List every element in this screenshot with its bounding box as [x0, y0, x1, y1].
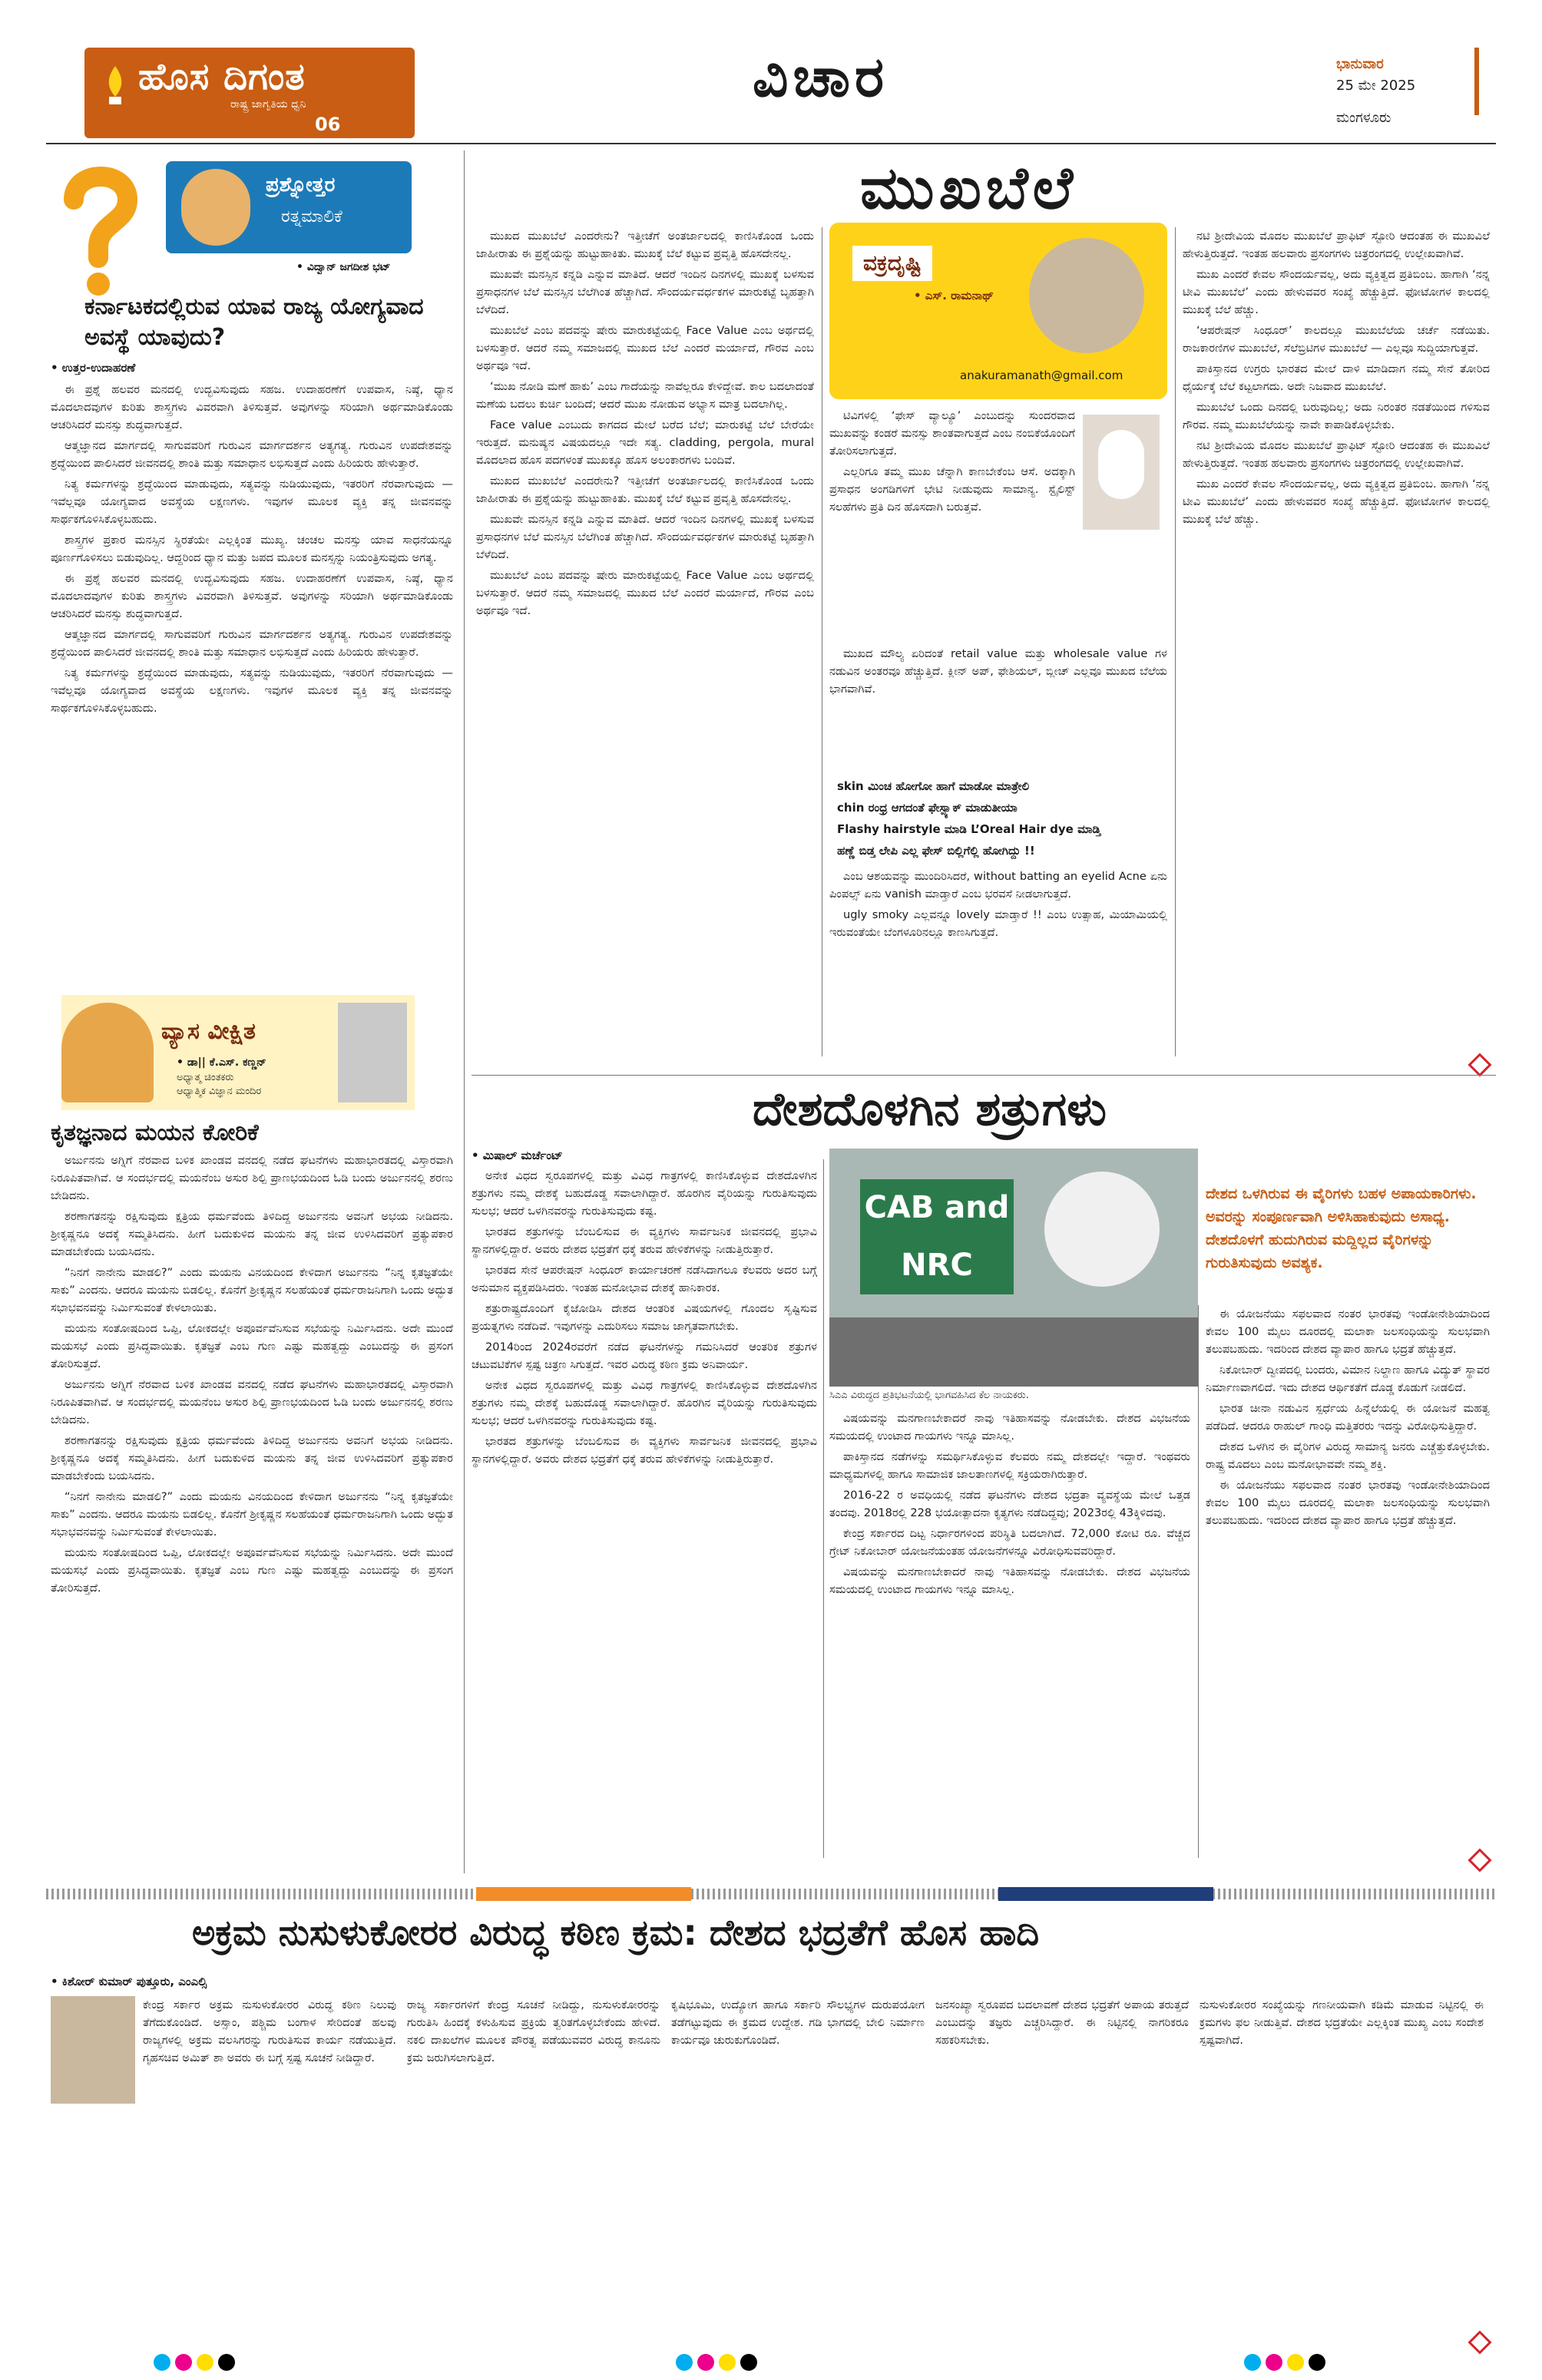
photo-caption: ಸಿಎಎ ವಿರುದ್ಧದ ಪ್ರತಿಭಟನೆಯಲ್ಲಿ ಭಾಗವಹಿಸಿದ ಕೆಲ ನಾಯಕರು. — [829, 1390, 1029, 1401]
enemies-paragraph: ಪಾಕಿಸ್ತಾನದ ನಡೆಗಳನ್ನು ಸಮರ್ಥಿಸಿಕೊಳ್ಳುವ ಕೆಲವರು ನಮ್ಮ ದೇಶದಲ್ಲೇ ಇದ್ದಾರೆ. ಇಂಥವರು ಮಾಧ್ಯಮಗಳಲ್ಲಿ ಹಾಗೂ ಸಾಮಾಜಿಕ ಜಾಲತಾಣಗಳಲ್ಲಿ ಸಕ್ರಿಯರಾಗಿರುತ್ತಾರೆ. — [829, 1450, 1190, 1481]
enemies-paragraph: ಭಾರತದ ಸೇನೆ ಆಪರೇಷನ್ ಸಿಂಧೂರ್ ಕಾರ್ಯಾಚರಣೆ ನಡೆಸಿದಾಗಲೂ ಕೆಲವರು ಅದರ ಬಗ್ಗೆ ಅನುಮಾನ ವ್ಯಕ್ತಪಡಿಸಿದರು. ಇಂತಹ ಮನೋಭಾವ ದೇಶಕ್ಕೆ ಹಾನಿಕಾರಕ. — [472, 1264, 817, 1294]
bottom-col3: ಕೃಷಿಭೂಮಿ, ಉದ್ಯೋಗ ಹಾಗೂ ಸರ್ಕಾರಿ ಸೌಲಭ್ಯಗಳ ದುರುಪಯೋಗ ತಡೆಗಟ್ಟುವುದು ಈ ಕ್ರಮದ ಉದ್ದೇಶ. ಗಡಿ ಭಾಗದಲ್ಲಿ ಬೇಲಿ ನಿರ್ಮಾಣ ಕಾರ್ಯವೂ ಚುರುಕುಗೊಂಡಿದೆ. — [671, 1998, 925, 2047]
paper-tagline: ರಾಷ್ಟ್ರ ಜಾಗೃತಿಯ ಧ್ವನಿ — [230, 98, 306, 111]
crowd — [829, 1317, 1198, 1387]
paper-name: ಹೊಸ ದಿಗಂತ — [138, 55, 306, 98]
vyasa-header — [61, 995, 415, 1110]
vyasa-author-role: ಅಧ್ಯಾತ್ಮ ಚಿಂತಕರು — [177, 1072, 234, 1083]
magenta-dot-icon — [175, 2354, 192, 2371]
vyasa-paragraph: ಅರ್ಜುನನು ಅಗ್ನಿಗೆ ನೆರವಾದ ಬಳಿಕ ಖಾಂಡವ ವನದಲ್ಲಿ ನಡೆದ ಘಟನೆಗಳು ಮಹಾಭಾರತದಲ್ಲಿ ವಿಸ್ತಾರವಾಗಿ ನಿರೂಪಿತವಾಗಿವೆ. ಆ ಸಂದರ್ಭದಲ್ಲಿ ಮಯನೆಂಬ ಅಸುರ ಶಿಲ್ಪಿ ಪ್ರಾಣಭಯದಿಂದ ಓಡಿ ಬಂದು ಅರ್ಜುನನಲ್ಲಿ ಶರಣು ಬೇಡಿದನು. — [51, 1154, 453, 1202]
enemies-paragraph: ನಿಕೋಬಾರ್ ದ್ವೀಪದಲ್ಲಿ ಬಂದರು, ವಿಮಾನ ನಿಲ್ದಾಣ ಹಾಗೂ ವಿದ್ಯುತ್ ಸ್ಥಾವರ ನಿರ್ಮಾಣವಾಗಲಿದೆ. ಇದು ದೇಶದ ಆರ್ಥಿಕತೆಗೆ ದೊಡ್ಡ ಕೊಡುಗೆ ನೀಡಲಿದೆ. — [1206, 1364, 1490, 1394]
enemies-paragraph: ವಿಷಯವನ್ನು ಮನಗಾಣಬೇಕಾದರೆ ನಾವು ಇತಿಹಾಸವನ್ನು ನೋಡಬೇಕು. ದೇಶದ ವಿಭಜನೆಯ ಸಮಯದಲ್ಲಿ ಉಂಟಾದ ಗಾಯಗಳು ಇನ್ನೂ ಮಾಸಿಲ್ಲ. — [829, 1565, 1190, 1596]
yellow-dot-icon — [719, 2354, 736, 2371]
enemies-paragraph: ಶತ್ರುರಾಷ್ಟ್ರದೊಂದಿಗೆ ಕೈಜೋಡಿಸಿ ದೇಶದ ಆಂತರಿಕ ವಿಷಯಗಳಲ್ಲಿ ಗೊಂದಲ ಸೃಷ್ಟಿಸುವ ಪ್ರಯತ್ನಗಳು ನಡೆದಿವೆ. ಇವುಗಳನ್ನು ಎದುರಿಸಲು ಸಮಾಜ ಜಾಗೃತವಾಗಬೇಕು. — [472, 1302, 817, 1333]
mukhabele-col2-cont — [829, 645, 1167, 768]
mukhabele-headline: ಮುಖಬೆಲೆ — [860, 154, 1078, 222]
vyasa-author: • ಡಾ|| ಕೆ.ಎಸ್. ಕಣ್ಣನ್ — [177, 1056, 266, 1069]
date-block — [1336, 54, 1415, 129]
magenta-dot-icon — [1266, 2354, 1282, 2371]
mukhabele-paragraph: ಮುಖದ ಮುಖಬೆಲೆ ಎಂದರೇನು? ಇತ್ತೀಚೆಗೆ ಅಂತರ್ಜಾಲದಲ್ಲಿ ಕಾಣಿಸಿಕೊಂಡ ಒಂದು ಜಾಹೀರಾತು ಈ ಪ್ರಶ್ನೆಯನ್ನು ಹುಟ್ಟುಹಾಕಿತು. ಮುಖಕ್ಕೆ ಬೆಲೆ ಕಟ್ಟುವ ಪ್ರವೃತ್ತಿ ಹೊಸದೇನಲ್ಲ. — [476, 474, 814, 505]
mukhabele-paragraph: ಮುಖ ಎಂದರೆ ಕೇವಲ ಸೌಂದರ್ಯವಲ್ಲ, ಅದು ವ್ಯಕ್ತಿತ್ವದ ಪ್ರತಿಬಿಂಬ. ಹಾಗಾಗಿ ‘ನನ್ನ ಟೀವಿ ಮುಖಬೆಲೆ’ ಎಂದು ಹೇಳುವವರ ಸಂಖ್ಯೆ ಹೆಚ್ಚುತ್ತಿದೆ. ಫೋಟೋಗಳ ಕಾಲದಲ್ಲಿ ಮುಖಕ್ಕೆ ಬೆಲೆ ಹೆಚ್ಚು. — [1183, 478, 1490, 526]
vyasa-paragraph: “ನಿನಗೆ ನಾನೇನು ಮಾಡಲಿ?” ಎಂದು ಮಯನು ವಿನಯದಿಂದ ಕೇಳಿದಾಗ ಅರ್ಜುನನು “ನಿನ್ನ ಕೃತಜ್ಞತೆಯೇ ಸಾಕು” ಎಂದನು. ಆದರೂ ಮಯನು ಬಿಡಲಿಲ್ಲ. ಕೊನೆಗೆ ಶ್ರೀಕೃಷ್ಣನ ಸಲಹೆಯಂತೆ ಧರ್ಮರಾಜನಿಗಾಗಿ ಒಂದು ಅದ್ಭುತ ಸಭಾಭವನವನ್ನು ನಿರ್ಮಿಸುವಂತೆ ಕೇಳಲಾಯಿತು. — [51, 1266, 453, 1314]
band-divider — [46, 1889, 1496, 1899]
enemies-paragraph: ದೇಶದ ಒಳಗಿನ ಈ ವೈರಿಗಳ ವಿರುದ್ಧ ಸಾಮಾನ್ಯ ಜನರು ಎಚ್ಚೆತ್ತುಕೊಳ್ಳಬೇಕು. ರಾಷ್ಟ್ರ ಮೊದಲು ಎಂಬ ಮನೋಭಾವವೇ ನಮ್ಮ ಶಕ್ತಿ. — [1206, 1440, 1490, 1471]
mukhabele-paragraph: ಪಾಕಿಸ್ತಾನದ ಉಗ್ರರು ಭಾರತದ ಮೇಲೆ ದಾಳಿ ಮಾಡಿದಾಗ ನಮ್ಮ ಸೇನೆ ತೋರಿದ ಧೈರ್ಯಕ್ಕೆ ಬೆಲೆ ಕಟ್ಟಲಾಗದು. ಅದೇ ನಿಜವಾದ ಮುಖಬೆಲೆ. — [1183, 362, 1490, 393]
qa-paragraph: ಶಾಸ್ತ್ರಗಳ ಪ್ರಕಾರ ಮನಸ್ಸಿನ ಸ್ಥಿರತೆಯೇ ಎಲ್ಲಕ್ಕಿಂತ ಮುಖ್ಯ. ಚಂಚಲ ಮನಸ್ಸು ಯಾವ ಸಾಧನೆಯನ್ನೂ ಪೂರ್ಣಗೊಳಿಸಲು ಬಿಡುವುದಿಲ್ಲ. ಆದ್ದರಿಂದ ಧ್ಯಾನ ಮತ್ತು ಜಪದ ಮೂಲಕ ಮನಸ್ಸನ್ನು ನಿಯಂತ್ರಿಸುವುದು ಅಗತ್ಯ. — [51, 534, 453, 564]
enemies-quote: ದೇಶದ ಒಳಗಿರುವ ಈ ವೈರಿಗಳು ಬಹಳ ಅಪಾಯಕಾರಿಗಳು. ಅವರನ್ನು ಸಂಪೂರ್ಣವಾಗಿ ಅಳಿಸಿಹಾಕುವುದು ಅಸಾಧ್ಯ. ದೇಶದೊಳಗೆ ಹುದುಗಿರುವ ಮದ್ದಿಲ್ಲದ ವೈರಿಗಳನ್ನು ಗುರುತಿಸುವುದು ಅವಶ್ಯಕ. — [1206, 1182, 1490, 1297]
band-accent-orange — [476, 1887, 691, 1901]
author-photo — [181, 169, 250, 246]
masthead-rule — [46, 143, 1496, 144]
black-dot-icon — [218, 2354, 235, 2371]
vyasa-column-title: ವ್ಯಾಸ ವೀಕ್ಷಿತ — [161, 1018, 256, 1045]
ad-lines — [837, 775, 1160, 861]
masthead-accent-bar — [1474, 48, 1479, 115]
enemies-author: • ಮಿಷಾಲ್ ಮರ್ಚೆಂಟ್ — [472, 1149, 563, 1162]
bottom-col1: ಕೇಂದ್ರ ಸರ್ಕಾರ ಅಕ್ರಮ ನುಸುಳುಕೋರರ ವಿರುದ್ಧ ಕಠಿಣ ನಿಲುವು ತೆಗೆದುಕೊಂಡಿದೆ. ಅಸ್ಸಾಂ, ಪಶ್ಚಿಮ ಬಂಗಾಳ ಸೇರಿದಂತೆ ಹಲವು ರಾಜ್ಯಗಳಲ್ಲಿ ಅಕ್ರಮ ವಲಸಿಗರನ್ನು ಗುರುತಿಸುವ ಕಾರ್ಯ ನಡೆಯುತ್ತಿದೆ. ಗೃಹಸಚಿವ ಅಮಿತ್ ಶಾ ಅವರು ಈ ಬಗ್ಗೆ ಸ್ಪಷ್ಟ ಸೂಚನೆ ನೀಡಿದ್ದಾರೆ. — [143, 1998, 396, 2064]
mukhabele-paragraph: ನಟಿ ಶ್ರೀದೇವಿಯ ಮೊದಲ ಮುಖಬೆಲೆ ಪ್ರಾಫಿಟ್ ಸ್ಟೋರಿ ಆದಂತಹ ಈ ಮುಖವಿಲೆ ಹೇಳುತ್ತಿರುತ್ತದೆ. ಇಂತಹ ಹಲವಾರು ಪ್ರಸಂಗಗಳು ಚಿತ್ರರಂಗದಲ್ಲಿ ಉಲ್ಲೇಖವಾಗಿವೆ. — [1183, 230, 1490, 260]
qa-paragraph: ನಿತ್ಯ ಕರ್ಮಗಳನ್ನು ಶ್ರದ್ಧೆಯಿಂದ ಮಾಡುವುದು, ಸತ್ಯವನ್ನು ನುಡಿಯುವುದು, ಇತರರಿಗೆ ನೆರವಾಗುವುದು — ಇವೆಲ್ಲವೂ ಯೋಗ್ಯವಾದ ಅವಸ್ಥೆಯ ಲಕ್ಷಣಗಳು. ಇವುಗಳ ಮೂಲಕ ವ್ಯಕ್ತಿ ತನ್ನ ಜೀವನವನ್ನು ಸಾರ್ಥಕಗೊಳಿಸಿಕೊಳ್ಳಬಹುದು. — [51, 666, 453, 715]
protest-photo — [829, 1149, 1198, 1387]
enemies-headline: ದೇಶದೊಳಗಿನ ಶತ್ರುಗಳು — [753, 1083, 1107, 1136]
city-label: ಮಂಗಳೂರು — [1336, 110, 1391, 126]
face-mask-photo — [1083, 415, 1160, 530]
masthead-logo[interactable] — [84, 48, 415, 138]
end-mark-icon — [1468, 2330, 1491, 2354]
question-mark-icon — [51, 161, 143, 299]
ad-line: ಹಣ್ಣೆ ಬಿಡ್ತ ಲೇಪಿ ಎಲ್ಲ ಫೇಸ್ ಬಿಲ್ಲಿಗೆಲ್ಲಿ ಹೋಗಿದ್ದು !! — [837, 844, 1035, 858]
qa-paragraph: ಈ ಪ್ರಶ್ನೆ ಹಲವರ ಮನದಲ್ಲಿ ಉದ್ಭವಿಸುವುದು ಸಹಜ. ಉದಾಹರಣೆಗೆ ಉಪವಾಸ, ನಿಷ್ಠೆ, ಧ್ಯಾನ ಮೊದಲಾದವುಗಳ ಕುರಿತು ಶಾಸ್ತ್ರಗಳು ವಿವರವಾಗಿ ತಿಳಿಸುತ್ತವೆ. ಅವುಗಳನ್ನು ಸರಿಯಾಗಿ ಅರ್ಥಮಾಡಿಕೊಂಡು ಆಚರಿಸಿದರೆ ಮನಸ್ಸು ಶುದ್ಧವಾಗುತ್ತದೆ. — [51, 383, 453, 431]
black-dot-icon — [740, 2354, 757, 2371]
mukhabele-author: • ಎಸ್. ರಾಮನಾಥ್ — [914, 289, 994, 302]
qa-paragraph: ನಿತ್ಯ ಕರ್ಮಗಳನ್ನು ಶ್ರದ್ಧೆಯಿಂದ ಮಾಡುವುದು, ಸತ್ಯವನ್ನು ನುಡಿಯುವುದು, ಇತರರಿಗೆ ನೆರವಾಗುವುದು — ಇವೆಲ್ಲವೂ ಯೋಗ್ಯವಾದ ಅವಸ್ಥೆಯ ಲಕ್ಷಣಗಳು. ಇವುಗಳ ಮೂಲಕ ವ್ಯಕ್ತಿ ತನ್ನ ಜೀವನವನ್ನು ಸಾರ್ಥಕಗೊಳಿಸಿಕೊಳ್ಳಬಹುದು. — [51, 478, 453, 526]
qa-author: • ವಿದ್ವಾನ್ ಜಗದೀಶ ಭಟ್ — [296, 261, 391, 273]
mukhabele-paragraph: ಮುಖಬೆಲೆ ಒಂದು ದಿನದಲ್ಲಿ ಬರುವುದಿಲ್ಲ; ಅದು ನಿರಂತರ ನಡತೆಯಿಂದ ಗಳಿಸುವ ಗೌರವ. ನಮ್ಮ ಮುಖಬೆಲೆಯನ್ನು ನಾವೇ ಕಾಪಾಡಿಕೊಳ್ಳಬೇಕು. — [1183, 401, 1490, 431]
vyasa-paragraph: ಮಯನು ಸಂತೋಷದಿಂದ ಒಪ್ಪಿ, ಲೋಕದಲ್ಲೇ ಅಪೂರ್ವವೆನಿಸುವ ಸಭೆಯನ್ನು ನಿರ್ಮಿಸಿದನು. ಅದೇ ಮುಂದೆ ಮಯಸಭೆ ಎಂದು ಪ್ರಸಿದ್ಧವಾಯಿತು. ಕೃತಜ್ಞತೆ ಎಂಬ ಗುಣ ಎಷ್ಟು ಮಹತ್ವದ್ದು ಎಂಬುದನ್ನು ಈ ಪ್ರಸಂಗ ತೋರಿಸುತ್ತದೆ. — [51, 1322, 453, 1370]
mukhabele-paragraph: ‘ಮುಖ ನೋಡಿ ಮಣೆ ಹಾಕು’ ಎಂಬ ಗಾದೆಯನ್ನು ನಾವೆಲ್ಲರೂ ಕೇಳಿದ್ದೇವೆ. ಕಾಲ ಬದಲಾದಂತೆ ಮಣೆಯ ಬದಲು ಕುರ್ಚಿ ಬಂದಿದೆ; ಆದರೆ ಮುಖ ನೋಡುವ ಅಭ್ಯಾಸ ಮಾತ್ರ ಬದಲಾಗಿಲ್ಲ. — [476, 380, 814, 411]
face-mask-icon — [1098, 430, 1144, 499]
band-accent-navy — [998, 1887, 1213, 1901]
black-dot-icon — [1309, 2354, 1325, 2371]
enemies-col1 — [472, 1167, 817, 1858]
qa-column-subtitle: ರತ್ನಮಾಲಿಕೆ — [281, 207, 342, 226]
mukhabele-col3 — [1183, 227, 1490, 1056]
section-rule — [472, 1075, 1496, 1076]
color-registration — [676, 2354, 762, 2374]
bottom-col2: ರಾಜ್ಯ ಸರ್ಕಾರಗಳಿಗೆ ಕೇಂದ್ರ ಸೂಚನೆ ನೀಡಿದ್ದು, ನುಸುಳುಕೋರರನ್ನು ಗುರುತಿಸಿ ಹಿಂದಕ್ಕೆ ಕಳುಹಿಸುವ ಪ್ರಕ್ರಿಯೆ ತ್ವರಿತಗೊಳ್ಳಬೇಕೆಂದು ಹೇಳಿದೆ. ನಕಲಿ ದಾಖಲೆಗಳ ಮೂಲಕ ಪೌರತ್ವ ಪಡೆಯುವವರ ವಿರುದ್ಧ ಕಾನೂನು ಕ್ರಮ ಜರುಗಿಸಲಾಗುತ್ತಿದೆ. — [407, 1998, 660, 2064]
enemies-col3 — [1206, 1305, 1490, 1858]
qa-banner — [166, 161, 412, 253]
vyasa-paragraph: “ನಿನಗೆ ನಾನೇನು ಮಾಡಲಿ?” ಎಂದು ಮಯನು ವಿನಯದಿಂದ ಕೇಳಿದಾಗ ಅರ್ಜುನನು “ನಿನ್ನ ಕೃತಜ್ಞತೆಯೇ ಸಾಕು” ಎಂದನು. ಆದರೂ ಮಯನು ಬಿಡಲಿಲ್ಲ. ಕೊನೆಗೆ ಶ್ರೀಕೃಷ್ಣನ ಸಲಹೆಯಂತೆ ಧರ್ಮರಾಜನಿಗಾಗಿ ಒಂದು ಅದ್ಭುತ ಸಭಾಭವನವನ್ನು ನಿರ್ಮಿಸುವಂತೆ ಕೇಳಲಾಯಿತು. — [51, 1490, 453, 1539]
mukhabele-paragraph: ಮುಖವೇ ಮನಸ್ಸಿನ ಕನ್ನಡಿ ಎನ್ನುವ ಮಾತಿದೆ. ಆದರೆ ಇಂದಿನ ದಿನಗಳಲ್ಲಿ ಮುಖಕ್ಕೆ ಬಳಸುವ ಪ್ರಸಾಧನಗಳ ಬೆಲೆ ಮನಸ್ಸಿನ ಬೆಲೆಗಿಂತ ಹೆಚ್ಚಾಗಿದೆ. ಸೌಂದರ್ಯವರ್ಧಕಗಳ ಮಾರುಕಟ್ಟೆ ಬೃಹತ್ತಾಗಿ ಬೆಳೆದಿದೆ. — [476, 513, 814, 561]
vyasa-paragraph: ಮಯನು ಸಂತೋಷದಿಂದ ಒಪ್ಪಿ, ಲೋಕದಲ್ಲೇ ಅಪೂರ್ವವೆನಿಸುವ ಸಭೆಯನ್ನು ನಿರ್ಮಿಸಿದನು. ಅದೇ ಮುಂದೆ ಮಯಸಭೆ ಎಂದು ಪ್ರಸಿದ್ಧವಾಯಿತು. ಕೃತಜ್ಞತೆ ಎಂಬ ಗುಣ ಎಷ್ಟು ಮಹತ್ವದ್ದು ಎಂಬುದನ್ನು ಈ ಪ್ರಸಂಗ ತೋರಿಸುತ್ತದೆ. — [51, 1546, 453, 1595]
enemies-paragraph: ಭಾರತದ ಶತ್ರುಗಳನ್ನು ಬೆಂಬಲಿಸುವ ಈ ವ್ಯಕ್ತಿಗಳು ಸಾರ್ವಜನಿಕ ಜೀವನದಲ್ಲಿ ಪ್ರಭಾವಿ ಸ್ಥಾನಗಳಲ್ಲಿದ್ದಾರೆ. ಅವರು ದೇಶದ ಭದ್ರತೆಗೆ ಧಕ್ಕೆ ತರುವ ಹೇಳಿಕೆಗಳನ್ನು ನೀಡುತ್ತಿರುತ್ತಾರೆ. — [472, 1435, 817, 1466]
cyan-dot-icon — [676, 2354, 693, 2371]
enemies-paragraph: ಭಾರತದ ಶತ್ರುಗಳನ್ನು ಬೆಂಬಲಿಸುವ ಈ ವ್ಯಕ್ತಿಗಳು ಸಾರ್ವಜನಿಕ ಜೀವನದಲ್ಲಿ ಪ್ರಭಾವಿ ಸ್ಥಾನಗಳಲ್ಲಿದ್ದಾರೆ. ಅವರು ದೇಶದ ಭದ್ರತೆಗೆ ಧಕ್ಕೆ ತರುವ ಹೇಳಿಕೆಗಳನ್ನು ನೀಡುತ್ತಿರುತ್ತಾರೆ. — [472, 1225, 817, 1256]
protest-banner-circle — [1044, 1172, 1160, 1287]
cyan-dot-icon — [1244, 2354, 1261, 2371]
column-rule — [823, 1159, 824, 1858]
mukhabele-paragraph: ನಟಿ ಶ್ರೀದೇವಿಯ ಮೊದಲ ಮುಖಬೆಲೆ ಪ್ರಾಫಿಟ್ ಸ್ಟೋರಿ ಆದಂತಹ ಈ ಮುಖವಿಲೆ ಹೇಳುತ್ತಿರುತ್ತದೆ. ಇಂತಹ ಹಲವಾರು ಪ್ರಸಂಗಗಳು ಚಿತ್ರರಂಗದಲ್ಲಿ ಉಲ್ಲೇಖವಾಗಿವೆ. — [1183, 439, 1490, 470]
enemies-col2 — [829, 1410, 1190, 1863]
mukhabele-paragraph: ಎಂಬ ಆಶಯವನ್ನು ಮುಂದಿರಿಸಿದರೆ, without batting an eyelid Acne ಏನು ಪಿಂಪಲ್ಸ್ ಏನು vanish ಮಾಡ್ತಾರೆ ಎಂಬ ಭರವಸೆ ನೀಡಲಾಗುತ್ತದೆ. — [829, 870, 1167, 901]
ad-line: chin ರಂಧ್ರ ಆಗದಂತೆ ಫೇಸ್ಪ್ಯಾಕ್ ಮಾಡುತೀಯಾ — [837, 801, 1018, 815]
vyasa-paragraph: ಶರಣಾಗತನನ್ನು ರಕ್ಷಿಸುವುದು ಕ್ಷತ್ರಿಯ ಧರ್ಮವೆಂದು ತಿಳಿದಿದ್ದ ಅರ್ಜುನನು ಅವನಿಗೆ ಅಭಯ ನೀಡಿದನು. ಶ್ರೀಕೃಷ್ಣನೂ ಅದಕ್ಕೆ ಸಮ್ಮತಿಸಿದನು. ಹೀಗೆ ಬದುಕುಳಿದ ಮಯನು ತನ್ನ ಜೀವ ಉಳಿಸಿದವರಿಗೆ ಪ್ರತ್ಯುಪಕಾರ ಮಾಡಬೇಕೆಂದು ಬಯಸಿದನು. — [51, 1210, 453, 1258]
mukhabele-paragraph: ಮುಖದ ಮೌಲ್ಯ ಏರಿದಂತೆ retail value ಮತ್ತು wholesale value ಗಳ ನಡುವಿನ ಅಂತರವೂ ಹೆಚ್ಚುತ್ತಿದೆ. ಕ್ಲೀನ್ ಅಪ್, ಫೇಶಿಯಲ್, ಬ್ಲೀಚ್ ಎಲ್ಲವೂ ಮುಖದ ಬೆಲೆಯ ಭಾಗವಾಗಿವೆ. — [829, 647, 1167, 696]
mukhabele-paragraph: ugly smoky ಎಲ್ಲವನ್ನೂ lovely ಮಾಡ್ತಾರೆ !! ಎಂಬ ಉತ್ಸಾಹ, ಮಿಯಾಮಿಯಲ್ಲಿ ಇರುವಂತೆಯೇ ಬೆಂಗಳೂರಿನಲ್ಲೂ ಕಾಣಸಿಗುತ್ತದೆ. — [829, 908, 1167, 939]
qa-body — [51, 381, 453, 995]
qa-column-title: ಪ್ರಶ್ನೋತ್ತರ — [266, 174, 336, 197]
mukhabele-paragraph: ಮುಖಬೆಲೆ ಎಂಬ ಪದವನ್ನು ಷೇರು ಮಾರುಕಟ್ಟೆಯಲ್ಲಿ Face Value ಎಂಬ ಅರ್ಥದಲ್ಲಿ ಬಳಸುತ್ತಾರೆ. ಆದರೆ ನಮ್ಮ ಸಮಾಜದಲ್ಲಿ ಮುಖದ ಬೆಲೆ ಎಂದರೆ ಮರ್ಯಾದೆ, ಗೌರವ ಎಂಬ ಅರ್ಥವೂ ಇದೆ. — [476, 324, 814, 372]
enemies-paragraph: ಕೇಂದ್ರ ಸರ್ಕಾರದ ದಿಟ್ಟ ನಿರ್ಧಾರಗಳಿಂದ ಪರಿಸ್ಥಿತಿ ಬದಲಾಗಿದೆ. 72,000 ಕೋಟಿ ರೂ. ವೆಚ್ಚದ ಗ್ರೇಟ್ ನಿಕೋಬಾರ್ ಯೋಜನೆಯಂತಹ ಯೋಜನೆಗಳನ್ನೂ ವಿರೋಧಿಸುವವರಿದ್ದಾರೆ. — [829, 1527, 1190, 1558]
vyasa-headline: ಕೃತಜ್ಞನಾದ ಮಯನ ಕೋರಿಕೆ — [51, 1119, 259, 1146]
mukhabele-author-photo — [1029, 238, 1144, 353]
yellow-dot-icon — [197, 2354, 213, 2371]
mukhabele-paragraph: ಟಿವಿಗಳಲ್ಲಿ ‘ಫೇಸ್ ವ್ಯಾಲ್ಯೂ’ ಎಂಬುದನ್ನು ಸುಂದರವಾದ ಮುಖವನ್ನು ಕಂಡರೆ ಮನಸ್ಸು ಶಾಂತವಾಗುತ್ತದೆ ಎಂಬ ನಂಬಿಕೆಯೊಂದಿಗೆ ತೋರಿಸಲಾಗುತ್ತದೆ. — [829, 409, 1075, 458]
qa-paragraph: ಈ ಪ್ರಶ್ನೆ ಹಲವರ ಮನದಲ್ಲಿ ಉದ್ಭವಿಸುವುದು ಸಹಜ. ಉದಾಹರಣೆಗೆ ಉಪವಾಸ, ನಿಷ್ಠೆ, ಧ್ಯಾನ ಮೊದಲಾದವುಗಳ ಕುರಿತು ಶಾಸ್ತ್ರಗಳು ವಿವರವಾಗಿ ತಿಳಿಸುತ್ತವೆ. ಅವುಗಳನ್ನು ಸರಿಯಾಗಿ ಅರ್ಥಮಾಡಿಕೊಂಡು ಆಚರಿಸಿದರೆ ಮನಸ್ಸು ಶುದ್ಧವಾಗುತ್ತದೆ. — [51, 572, 453, 620]
enemies-paragraph: 2014ರಿಂದ 2024ರವರೆಗೆ ನಡೆದ ಘಟನೆಗಳನ್ನು ಗಮನಿಸಿದರೆ ಆಂತರಿಕ ಶತ್ರುಗಳ ಚಟುವಟಿಕೆಗಳ ಸ್ಪಷ್ಟ ಚಿತ್ರಣ ಸಿಗುತ್ತದೆ. ಇವರ ವಿರುದ್ಧ ಕಠಿಣ ಕ್ರಮ ಅನಿವಾರ್ಯ. — [472, 1340, 817, 1371]
qa-question: ಕರ್ನಾಟಕದಲ್ಲಿರುವ ಯಾವ ರಾಜ್ಯ ಯೋಗ್ಯವಾದ ಅವಸ್ಥೆ ಯಾವುದು? — [84, 293, 424, 351]
enemies-paragraph: ಈ ಯೋಜನೆಯು ಸಫಲವಾದ ನಂತರ ಭಾರತವು ಇಂಡೋನೇಶಿಯಾದಿಂದ ಕೇವಲ 100 ಮೈಲು ದೂರದಲ್ಲಿ ಮಲಾಕಾ ಜಲಸಂಧಿಯನ್ನು ಸುಲಭವಾಗಿ ತಲುಪಬಹುದು. ಇದರಿಂದ ದೇಶದ ವ್ಯಾಪಾರ ಹಾಗೂ ಭದ್ರತೆ ಹೆಚ್ಚುತ್ತದೆ. — [1206, 1307, 1490, 1356]
mukhabele-paragraph: ಮುಖ ಎಂದರೆ ಕೇವಲ ಸೌಂದರ್ಯವಲ್ಲ, ಅದು ವ್ಯಕ್ತಿತ್ವದ ಪ್ರತಿಬಿಂಬ. ಹಾಗಾಗಿ ‘ನನ್ನ ಟೀವಿ ಮುಖಬೆಲೆ’ ಎಂದು ಹೇಳುವವರ ಸಂಖ್ಯೆ ಹೆಚ್ಚುತ್ತಿದೆ. ಫೋಟೋಗಳ ಕಾಲದಲ್ಲಿ ಮುಖಕ್ಕೆ ಬೆಲೆ ಹೆಚ್ಚು. — [1183, 268, 1490, 316]
enemies-paragraph: 2016-22 ರ ಅವಧಿಯಲ್ಲಿ ನಡೆದ ಘಟನೆಗಳು ದೇಶದ ಭದ್ರತಾ ವ್ಯವಸ್ಥೆಯ ಮೇಲೆ ಒತ್ತಡ ತಂದವು. 2018ರಲ್ಲಿ 228 ಭಯೋತ್ಪಾದನಾ ಕೃತ್ಯಗಳು ನಡೆದಿದ್ದವು; 2023ರಲ್ಲಿ 43ಕ್ಕಿಳಿದವು. — [829, 1489, 1190, 1519]
enemies-paragraph: ಭಾರತ ಚೀನಾ ನಡುವಿನ ಸ್ಪರ್ಧೆಯ ಹಿನ್ನೆಲೆಯಲ್ಲಿ ಈ ಯೋಜನೆ ಮಹತ್ವ ಪಡೆದಿದೆ. ಆದರೂ ರಾಹುಲ್ ಗಾಂಧಿ ಮತ್ತಿತರರು ಇದನ್ನು ವಿರೋಧಿಸುತ್ತಿದ್ದಾರೆ. — [1206, 1402, 1490, 1433]
vyasa-body — [51, 1152, 453, 1881]
column-rule — [464, 150, 465, 1873]
vyasa-author-photo — [338, 1003, 407, 1102]
qa-paragraph: ಆತ್ಮಜ್ಞಾನದ ಮಾರ್ಗದಲ್ಲಿ ಸಾಗುವವರಿಗೆ ಗುರುವಿನ ಮಾರ್ಗದರ್ಶನ ಅತ್ಯಗತ್ಯ. ಗುರುವಿನ ಉಪದೇಶವನ್ನು ಶ್ರದ್ಧೆಯಿಂದ ಪಾಲಿಸಿದರೆ ಜೀವನದಲ್ಲಿ ಶಾಂತಿ ಮತ್ತು ಸಮಾಧಾನ ಲಭಿಸುತ್ತದೆ ಎಂದು ಹಿರಿಯರು ಹೇಳುತ್ತಾರೆ. — [51, 439, 453, 470]
color-registration — [154, 2354, 240, 2374]
color-registration — [1244, 2354, 1330, 2374]
mukhabele-col2b — [829, 868, 1167, 1059]
vyasa-paragraph: ಅರ್ಜುನನು ಅಗ್ನಿಗೆ ನೆರವಾದ ಬಳಿಕ ಖಾಂಡವ ವನದಲ್ಲಿ ನಡೆದ ಘಟನೆಗಳು ಮಹಾಭಾರತದಲ್ಲಿ ವಿಸ್ತಾರವಾಗಿ ನಿರೂಪಿತವಾಗಿವೆ. ಆ ಸಂದರ್ಭದಲ್ಲಿ ಮಯನೆಂಬ ಅಸುರ ಶಿಲ್ಪಿ ಪ್ರಾಣಭಯದಿಂದ ಓಡಿ ಬಂದು ಅರ್ಜುನನಲ್ಲಿ ಶರಣು ಬೇಡಿದನು. — [51, 1378, 453, 1426]
mukhabele-paragraph: ಮುಖಬೆಲೆ ಎಂಬ ಪದವನ್ನು ಷೇರು ಮಾರುಕಟ್ಟೆಯಲ್ಲಿ Face Value ಎಂಬ ಅರ್ಥದಲ್ಲಿ ಬಳಸುತ್ತಾರೆ. ಆದರೆ ನಮ್ಮ ಸಮಾಜದಲ್ಲಿ ಮುಖದ ಬೆಲೆ ಎಂದರೆ ಮರ್ಯಾದೆ, ಗೌರವ ಎಂಬ ಅರ್ಥವೂ ಇದೆ. — [476, 569, 814, 617]
vakradrishti-box — [829, 223, 1167, 399]
qa-paragraph: ಆತ್ಮಜ್ಞಾನದ ಮಾರ್ಗದಲ್ಲಿ ಸಾಗುವವರಿಗೆ ಗುರುವಿನ ಮಾರ್ಗದರ್ಶನ ಅತ್ಯಗತ್ಯ. ಗುರುವಿನ ಉಪದೇಶವನ್ನು ಶ್ರದ್ಧೆಯಿಂದ ಪಾಲಿಸಿದರೆ ಜೀವನದಲ್ಲಿ ಶಾಂತಿ ಮತ್ತು ಸಮಾಧಾನ ಲಭಿಸುತ್ತದೆ ಎಂದು ಹಿರಿಯರು ಹೇಳುತ್ತಾರೆ. — [51, 628, 453, 659]
day-label: ಭಾನುವಾರ — [1336, 56, 1384, 72]
cyan-dot-icon — [154, 2354, 170, 2371]
column-rule — [1198, 1305, 1199, 1858]
lamp-icon — [100, 63, 131, 109]
date-label: 25 ಮೇ 2025 — [1336, 78, 1416, 94]
end-mark-icon — [1468, 1053, 1491, 1076]
mukhabele-col1 — [476, 227, 814, 1056]
ad-line: Flashy hairstyle ಮಾಡಿ L’Oreal Hair dye ಮಾಡ್ತಿ — [837, 822, 1101, 836]
column-rule — [1175, 227, 1176, 1056]
bottom-author-photo — [51, 1996, 135, 2104]
enemies-paragraph: ಈ ಯೋಜನೆಯು ಸಫಲವಾದ ನಂತರ ಭಾರತವು ಇಂಡೋನೇಶಿಯಾದಿಂದ ಕೇವಲ 100 ಮೈಲು ದೂರದಲ್ಲಿ ಮಲಾಕಾ ಜಲಸಂಧಿಯನ್ನು ಸುಲಭವಾಗಿ ತಲುಪಬಹುದು. ಇದರಿಂದ ದೇಶದ ವ್ಯಾಪಾರ ಹಾಗೂ ಭದ್ರತೆ ಹೆಚ್ಚುತ್ತದೆ. — [1206, 1479, 1490, 1527]
mukhabele-paragraph: ಮುಖವೇ ಮನಸ್ಸಿನ ಕನ್ನಡಿ ಎನ್ನುವ ಮಾತಿದೆ. ಆದರೆ ಇಂದಿನ ದಿನಗಳಲ್ಲಿ ಮುಖಕ್ಕೆ ಬಳಸುವ ಪ್ರಸಾಧನಗಳ ಬೆಲೆ ಮನಸ್ಸಿನ ಬೆಲೆಗಿಂತ ಹೆಚ್ಚಾಗಿದೆ. ಸೌಂದರ್ಯವರ್ಧಕಗಳ ಮಾರುಕಟ್ಟೆ ಬೃಹತ್ತಾಗಿ ಬೆಳೆದಿದೆ. — [476, 268, 814, 316]
mukhabele-paragraph: ‘ಆಪರೇಷನ್ ಸಿಂಧೂರ್’ ಕಾಲದಲ್ಲೂ ಮುಖಬೆಲೆಯ ಚರ್ಚೆ ನಡೆಯಿತು. ರಾಜಕಾರಣಿಗಳ ಮುಖಬೆಲೆ, ಸೆಲೆಬ್ರಿಟಿಗಳ ಮುಖಬೆಲೆ — ಎಲ್ಲವೂ ಸುದ್ದಿಯಾಗುತ್ತವೆ. — [1183, 324, 1490, 355]
magenta-dot-icon — [697, 2354, 714, 2371]
qa-answer-label: • ಉತ್ತರ-ಉದಾಹರಣೆ — [51, 361, 136, 375]
mukhabele-paragraph: Face value ಎಂಬುದು ಕಾಗದದ ಮೇಲೆ ಬರೆದ ಬೆಲೆ; ಮಾರುಕಟ್ಟೆ ಬೆಲೆ ಬೇರೆಯೇ ಇರುತ್ತದೆ. ಮನುಷ್ಯನ ವಿಷಯದಲ್ಲೂ ಇದೇ ಸತ್ಯ. cladding, pergola, mural ಮೊದಲಾದ ಹೊಸ ಪದಗಳಂತೆ ಮುಖಕ್ಕೂ ಹೊಸ ಅಲಂಕಾರಗಳು ಬಂದಿವೆ. — [476, 418, 814, 467]
yellow-dot-icon — [1287, 2354, 1304, 2371]
mukhabele-paragraph: ಎಲ್ಲರಿಗೂ ತಮ್ಮ ಮುಖ ಚೆನ್ನಾಗಿ ಕಾಣಬೇಕೆಂಬ ಆಸೆ. ಅದಕ್ಕಾಗಿ ಪ್ರಸಾಧನ ಅಂಗಡಿಗಳಿಗೆ ಭೇಟಿ ನೀಡುವುದು ಸಾಮಾನ್ಯ. ಸ್ಟೈಲಿಸ್ಟ್ ಸಲಹೆಗಳು ಪ್ರತಿ ದಿನ ಹೊಸದಾಗಿ ಬರುತ್ತವೆ. — [829, 465, 1075, 514]
vakradrishti-title: ವಕ್ರದೃಷ್ಟಿ — [852, 246, 932, 281]
bottom-col5: ನುಸುಳುಕೋರರ ಸಂಖ್ಯೆಯನ್ನು ಗಣನೀಯವಾಗಿ ಕಡಿಮೆ ಮಾಡುವ ನಿಟ್ಟಿನಲ್ಲಿ ಈ ಕ್ರಮಗಳು ಫಲ ನೀಡುತ್ತಿವೆ. ದೇಶದ ಭದ್ರತೆಯೇ ಎಲ್ಲಕ್ಕಿಂತ ಮುಖ್ಯ ಎಂಬ ಸಂದೇಶ ಸ್ಪಷ್ಟವಾಗಿದೆ. — [1200, 1998, 1484, 2047]
mukhabele-col2 — [829, 407, 1075, 637]
vyasa-paragraph: ಶರಣಾಗತನನ್ನು ರಕ್ಷಿಸುವುದು ಕ್ಷತ್ರಿಯ ಧರ್ಮವೆಂದು ತಿಳಿದಿದ್ದ ಅರ್ಜುನನು ಅವನಿಗೆ ಅಭಯ ನೀಡಿದನು. ಶ್ರೀಕೃಷ್ಣನೂ ಅದಕ್ಕೆ ಸಮ್ಮತಿಸಿದನು. ಹೀಗೆ ಬದುಕುಳಿದ ಮಯನು ತನ್ನ ಜೀವ ಉಳಿಸಿದವರಿಗೆ ಪ್ರತ್ಯುಪಕಾರ ಮಾಡಬೇಕೆಂದು ಬಯಸಿದನು. — [51, 1434, 453, 1483]
sage-illustration — [61, 1003, 154, 1102]
mukhabele-email: anakuramanath@gmail.com — [960, 369, 1123, 382]
mukhabele-paragraph: ಮುಖದ ಮುಖಬೆಲೆ ಎಂದರೇನು? ಇತ್ತೀಚೆಗೆ ಅಂತರ್ಜಾಲದಲ್ಲಿ ಕಾಣಿಸಿಕೊಂಡ ಒಂದು ಜಾಹೀರಾತು ಈ ಪ್ರಶ್ನೆಯನ್ನು ಹುಟ್ಟುಹಾಕಿತು. ಮುಖಕ್ಕೆ ಬೆಲೆ ಕಟ್ಟುವ ಪ್ರವೃತ್ತಿ ಹೊಸದೇನಲ್ಲ. — [476, 230, 814, 260]
section-title: ವಿಚಾರ — [753, 45, 889, 109]
page-number: 06 — [315, 114, 341, 135]
protest-sign: CAB and NRC — [860, 1179, 1014, 1294]
ad-line: skin ಮಿಂಚ ಹೋಗೋ ಹಾಗೆ ಮಾಡೋ ಮಾತ್ರೇಲಿ — [837, 779, 1030, 793]
enemies-paragraph: ಅನೇಕ ವಿಧದ ಸ್ವರೂಪಗಳಲ್ಲಿ ಮತ್ತು ವಿವಿಧ ಗಾತ್ರಗಳಲ್ಲಿ ಕಾಣಿಸಿಕೊಳ್ಳುವ ದೇಶದೊಳಗಿನ ಶತ್ರುಗಳು ನಮ್ಮ ದೇಶಕ್ಕೆ ಬಹುದೊಡ್ಡ ಸವಾಲಾಗಿದ್ದಾರೆ. ಹೊರಗಿನ ವೈರಿಯನ್ನು ಗುರುತಿಸುವುದು ಸುಲಭ; ಆದರೆ ಒಳಗಿನವರನ್ನು ಗುರುತಿಸುವುದು ಕಷ್ಟ. — [472, 1169, 817, 1218]
bottom-headline: ಅಕ್ರಮ ನುಸುಳುಕೋರರ ವಿರುದ್ಧ ಕಠಿಣ ಕ್ರಮ: ದೇಶದ ಭದ್ರತೆಗೆ ಹೊಸ ಹಾದಿ — [192, 1912, 1040, 1953]
enemies-paragraph: ವಿಷಯವನ್ನು ಮನಗಾಣಬೇಕಾದರೆ ನಾವು ಇತಿಹಾಸವನ್ನು ನೋಡಬೇಕು. ದೇಶದ ವಿಭಜನೆಯ ಸಮಯದಲ್ಲಿ ಉಂಟಾದ ಗಾಯಗಳು ಇನ್ನೂ ಮಾಸಿಲ್ಲ. — [829, 1412, 1190, 1443]
enemies-paragraph: ಅನೇಕ ವಿಧದ ಸ್ವರೂಪಗಳಲ್ಲಿ ಮತ್ತು ವಿವಿಧ ಗಾತ್ರಗಳಲ್ಲಿ ಕಾಣಿಸಿಕೊಳ್ಳುವ ದೇಶದೊಳಗಿನ ಶತ್ರುಗಳು ನಮ್ಮ ದೇಶಕ್ಕೆ ಬಹುದೊಡ್ಡ ಸವಾಲಾಗಿದ್ದಾರೆ. ಹೊರಗಿನ ವೈರಿಯನ್ನು ಗುರುತಿಸುವುದು ಸುಲಭ; ಆದರೆ ಒಳಗಿನವರನ್ನು ಗುರುತಿಸುವುದು ಕಷ್ಟ. — [472, 1379, 817, 1427]
bottom-author: • ಕಿಶೋರ್ ಕುಮಾರ್ ಪುತ್ತೂರು, ಎಂಎಲ್ಸಿ — [51, 1975, 207, 1988]
bottom-col4: ಜನಸಂಖ್ಯಾ ಸ್ವರೂಪದ ಬದಲಾವಣೆ ದೇಶದ ಭದ್ರತೆಗೆ ಅಪಾಯ ತರುತ್ತದೆ ಎಂಬುದನ್ನು ತಜ್ಞರು ಎಚ್ಚರಿಸಿದ್ದಾರೆ. ಈ ನಿಟ್ಟಿನಲ್ಲಿ ನಾಗರಿಕರೂ ಸಹಕರಿಸಬೇಕು. — [935, 1998, 1189, 2047]
vyasa-author-org: ಆಧ್ಯಾತ್ಮಿಕ ವಿಜ್ಞಾನ ಮಂದಿರ — [177, 1086, 262, 1097]
